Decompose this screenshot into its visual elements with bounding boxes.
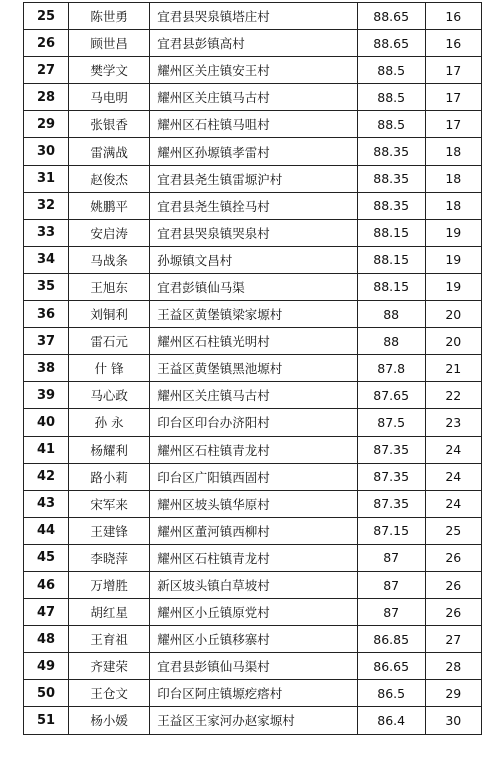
person-name: 孙 永	[68, 409, 149, 436]
person-name: 王育祖	[68, 626, 149, 653]
village-address: 耀州区石柱镇马咀村	[150, 111, 358, 138]
row-number: 50	[24, 680, 69, 707]
village-address: 孙塬镇文昌村	[150, 246, 358, 273]
person-name: 李晓萍	[68, 544, 149, 571]
person-name: 杨小媛	[68, 707, 149, 734]
rank-value: 19	[425, 219, 481, 246]
score-value: 87.35	[357, 436, 425, 463]
person-name: 宋军来	[68, 490, 149, 517]
row-number: 49	[24, 653, 69, 680]
village-address: 宜君县彭镇仙马渠村	[150, 653, 358, 680]
row-number: 40	[24, 409, 69, 436]
table-row	[24, 138, 482, 165]
score-value: 88.35	[357, 165, 425, 192]
score-value: 86.5	[357, 680, 425, 707]
rank-value: 26	[425, 571, 481, 598]
person-name: 王仓文	[68, 680, 149, 707]
table-row	[24, 680, 482, 707]
person-name: 王建锋	[68, 517, 149, 544]
score-value: 88.5	[357, 57, 425, 84]
table-row	[24, 382, 482, 409]
village-address: 耀州区孙塬镇孝雷村	[150, 138, 358, 165]
score-value: 87.35	[357, 463, 425, 490]
person-name: 陈世勇	[68, 3, 149, 30]
village-address: 耀州区小丘镇移寨村	[150, 626, 358, 653]
village-address: 新区坡头镇白草坡村	[150, 571, 358, 598]
row-number: 37	[24, 328, 69, 355]
score-value: 87	[357, 571, 425, 598]
rank-value: 24	[425, 490, 481, 517]
row-number: 48	[24, 626, 69, 653]
table-row	[24, 544, 482, 571]
rank-value: 24	[425, 436, 481, 463]
village-address: 耀州区石柱镇青龙村	[150, 436, 358, 463]
row-number: 39	[24, 382, 69, 409]
person-name: 赵俊杰	[68, 165, 149, 192]
row-number: 32	[24, 192, 69, 219]
score-value: 88	[357, 328, 425, 355]
rank-value: 23	[425, 409, 481, 436]
roster-body	[24, 3, 482, 735]
score-value: 88.15	[357, 219, 425, 246]
village-address: 耀州区关庄镇马古村	[150, 382, 358, 409]
person-name: 马战条	[68, 246, 149, 273]
table-row	[24, 355, 482, 382]
village-address: 耀州区坡头镇华原村	[150, 490, 358, 517]
table-row	[24, 707, 482, 734]
score-value: 87.65	[357, 382, 425, 409]
rank-value: 29	[425, 680, 481, 707]
rank-value: 22	[425, 382, 481, 409]
row-number: 28	[24, 84, 69, 111]
rank-value: 20	[425, 301, 481, 328]
person-name: 王旭东	[68, 273, 149, 300]
row-number: 29	[24, 111, 69, 138]
table-row	[24, 84, 482, 111]
table-row	[24, 436, 482, 463]
village-address: 印台区印台办济阳村	[150, 409, 358, 436]
person-name: 杨耀利	[68, 436, 149, 463]
table-row	[24, 3, 482, 30]
table-row	[24, 626, 482, 653]
village-address: 宜君县哭泉镇塔庄村	[150, 3, 358, 30]
row-number: 31	[24, 165, 69, 192]
row-number: 35	[24, 273, 69, 300]
rank-value: 17	[425, 57, 481, 84]
row-number: 42	[24, 463, 69, 490]
row-number: 30	[24, 138, 69, 165]
row-number: 45	[24, 544, 69, 571]
table-row	[24, 192, 482, 219]
table-row	[24, 57, 482, 84]
village-address: 宜君县彭镇高村	[150, 30, 358, 57]
table-row	[24, 301, 482, 328]
score-value: 88	[357, 301, 425, 328]
row-number: 26	[24, 30, 69, 57]
village-address: 宜君县尧生镇拴马村	[150, 192, 358, 219]
rank-value: 30	[425, 707, 481, 734]
person-name: 马心政	[68, 382, 149, 409]
score-value: 87.15	[357, 517, 425, 544]
score-value: 86.65	[357, 653, 425, 680]
village-address: 宜君县尧生镇雷塬沪村	[150, 165, 358, 192]
score-value: 88.15	[357, 273, 425, 300]
village-address: 耀州区关庄镇马古村	[150, 84, 358, 111]
row-number: 34	[24, 246, 69, 273]
table-row	[24, 571, 482, 598]
table-row	[24, 517, 482, 544]
person-name: 雷石元	[68, 328, 149, 355]
score-value: 88.15	[357, 246, 425, 273]
table-row	[24, 165, 482, 192]
rank-value: 17	[425, 84, 481, 111]
table-row	[24, 30, 482, 57]
person-name: 安启涛	[68, 219, 149, 246]
row-number: 41	[24, 436, 69, 463]
row-number: 47	[24, 599, 69, 626]
village-address: 印台区阿庄镇塬疙瘩村	[150, 680, 358, 707]
village-address: 王益区黄堡镇黑池塬村	[150, 355, 358, 382]
score-value: 87.8	[357, 355, 425, 382]
rank-value: 21	[425, 355, 481, 382]
person-name: 什 锋	[68, 355, 149, 382]
row-number: 25	[24, 3, 69, 30]
row-number: 36	[24, 301, 69, 328]
score-value: 88.65	[357, 3, 425, 30]
row-number: 38	[24, 355, 69, 382]
table-row	[24, 111, 482, 138]
person-name: 姚鹏平	[68, 192, 149, 219]
person-name: 张银香	[68, 111, 149, 138]
row-number: 46	[24, 571, 69, 598]
person-name: 万增胜	[68, 571, 149, 598]
person-name: 马电明	[68, 84, 149, 111]
roster-table	[23, 2, 482, 735]
village-address: 宜君县哭泉镇哭泉村	[150, 219, 358, 246]
table-row	[24, 409, 482, 436]
person-name: 顾世昌	[68, 30, 149, 57]
village-address: 耀州区关庄镇安王村	[150, 57, 358, 84]
table-row	[24, 328, 482, 355]
village-address: 耀州区石柱镇青龙村	[150, 544, 358, 571]
person-name: 路小莉	[68, 463, 149, 490]
village-address: 王益区王家河办赵家塬村	[150, 707, 358, 734]
village-address: 耀州区董河镇西柳村	[150, 517, 358, 544]
rank-value: 28	[425, 653, 481, 680]
rank-value: 16	[425, 30, 481, 57]
row-number: 27	[24, 57, 69, 84]
score-value: 87.35	[357, 490, 425, 517]
village-address: 印台区广阳镇西固村	[150, 463, 358, 490]
table-row	[24, 653, 482, 680]
score-value: 88.35	[357, 192, 425, 219]
rank-value: 18	[425, 165, 481, 192]
score-value: 86.4	[357, 707, 425, 734]
village-address: 耀州区石柱镇光明村	[150, 328, 358, 355]
row-number: 44	[24, 517, 69, 544]
person-name: 雷满战	[68, 138, 149, 165]
person-name: 胡红星	[68, 599, 149, 626]
table-row	[24, 273, 482, 300]
score-value: 88.5	[357, 84, 425, 111]
rank-value: 18	[425, 192, 481, 219]
rank-value: 19	[425, 273, 481, 300]
table-row	[24, 246, 482, 273]
score-value: 88.35	[357, 138, 425, 165]
table-row	[24, 599, 482, 626]
table-row	[24, 463, 482, 490]
rank-value: 24	[425, 463, 481, 490]
table-row	[24, 490, 482, 517]
person-name: 樊学文	[68, 57, 149, 84]
row-number: 43	[24, 490, 69, 517]
village-address: 宜君彭镇仙马渠	[150, 273, 358, 300]
row-number: 51	[24, 707, 69, 734]
rank-value: 25	[425, 517, 481, 544]
rank-value: 26	[425, 599, 481, 626]
village-address: 王益区黄堡镇梁家塬村	[150, 301, 358, 328]
score-value: 88.65	[357, 30, 425, 57]
score-value: 86.85	[357, 626, 425, 653]
score-value: 87.5	[357, 409, 425, 436]
rank-value: 27	[425, 626, 481, 653]
village-address: 耀州区小丘镇原党村	[150, 599, 358, 626]
rank-value: 19	[425, 246, 481, 273]
score-value: 88.5	[357, 111, 425, 138]
person-name: 齐建荣	[68, 653, 149, 680]
score-value: 87	[357, 544, 425, 571]
rank-value: 18	[425, 138, 481, 165]
rank-value: 20	[425, 328, 481, 355]
rank-value: 26	[425, 544, 481, 571]
rank-value: 16	[425, 3, 481, 30]
person-name: 刘铜利	[68, 301, 149, 328]
row-number: 33	[24, 219, 69, 246]
table-row	[24, 219, 482, 246]
rank-value: 17	[425, 111, 481, 138]
score-value: 87	[357, 599, 425, 626]
